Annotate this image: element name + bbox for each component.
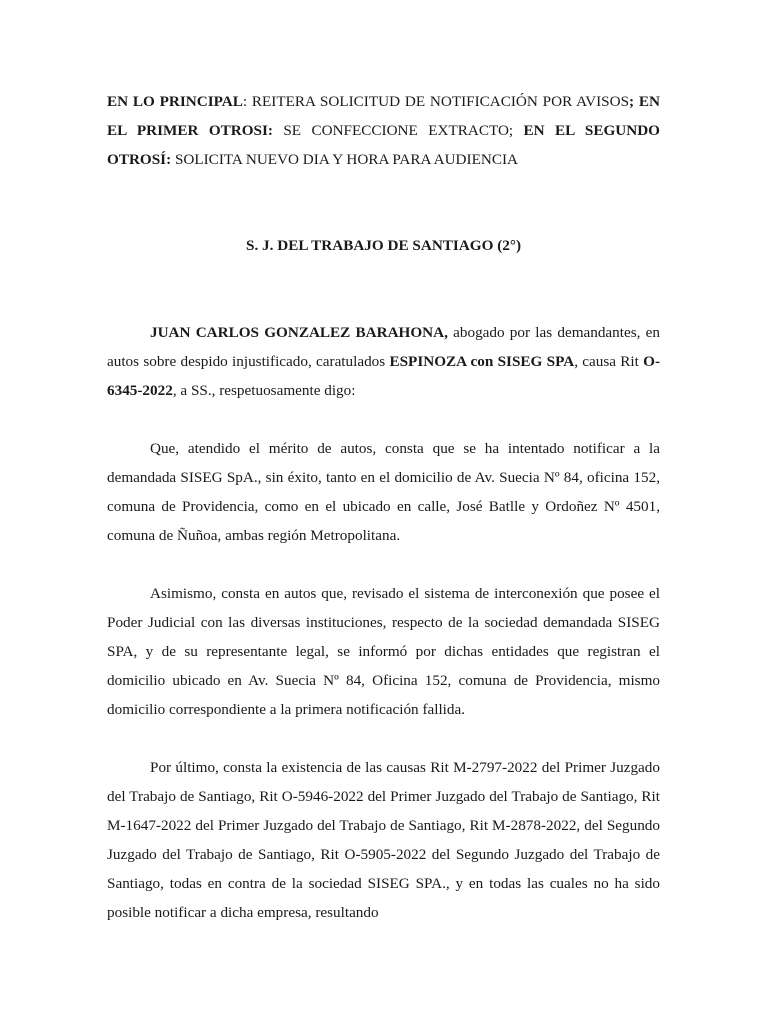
heading-separator: ; xyxy=(629,93,639,110)
document-page xyxy=(107,87,660,927)
body-paragraph-1: Que, atendido el mérito de autos, consta que se ha intentado notificar a la demandada SISEG SpA., sin éxito, tanto en el domicilio de Av. Suecia Nº 84, oficina 152, comuna de Providencia, como en el ubicado en calle, José Batlle y Ordoñez Nº 4501, comuna de Ñuñoa, ambas región Metropolitana. xyxy=(107,440,660,544)
lawyer-name: JUAN CARLOS GONZALEZ BARAHONA, xyxy=(150,324,448,341)
case-rit: O-6345-2022 xyxy=(107,353,661,399)
otrosi2-text: SOLICITA NUEVO DIA Y HORA PARA AUDIENCIA xyxy=(171,151,518,168)
court-title: S. J. DEL TRABAJO DE SANTIAGO (2°) xyxy=(246,237,521,254)
otrosi2-label: EN EL SEGUNDO OTROSÍ: xyxy=(107,122,660,168)
otrosi1-text: SE CONFECCIONE EXTRACTO; xyxy=(272,122,524,139)
body-paragraph-2: Asimismo, consta en autos que, revisado el sistema de interconexión que posee el Poder Judicial con las diversas instituciones, respecto de la sociedad demandada SISEG SPA, y de su representante legal, se informó por dichas entidades que registran el domicilio ubicado en Av. Suecia Nº 84, Oficina 152, comuna de Providencia, mismo domicilio correspondiente a la primera notificación fallida. xyxy=(107,585,660,718)
case-name: ESPINOZA con SISEG SPA xyxy=(389,353,575,370)
document-heading xyxy=(107,87,660,174)
otrosi1-label: EN EL PRIMER OTROSI: xyxy=(107,93,660,139)
intro-paragraph xyxy=(107,318,660,405)
intro-text-1: abogado por las demandantes, en autos sobre despido injustificado, caratulados xyxy=(107,324,660,370)
intro-text-3: , a SS., respetuosamente digo: xyxy=(172,382,356,399)
principal-label: EN LO PRINCIPAL xyxy=(107,93,243,110)
principal-text: : REITERA SOLICITUD DE NOTIFICACIÓN POR AVISOS xyxy=(242,93,630,110)
intro-text-2: , causa Rit xyxy=(574,353,644,370)
body-paragraph-3: Por último, consta la existencia de las causas Rit M-2797-2022 del Primer Juzgado del Trabajo de Santiago, Rit O-5946-2022 del Primer Juzgado del Trabajo de Santiago, Rit M-1647-2022 del Primer Juzgado del Trabajo de Santiago, Rit M-2878-2022, del Segundo Juzgado del Trabajo de Santiago, Rit O-5905-2022 del Segundo Juzgado del Trabajo de Santiago, todas en contra de la sociedad SISEG SPA., y en todas las cuales no ha sido posible notificar a dicha empresa, resultando xyxy=(107,759,660,921)
